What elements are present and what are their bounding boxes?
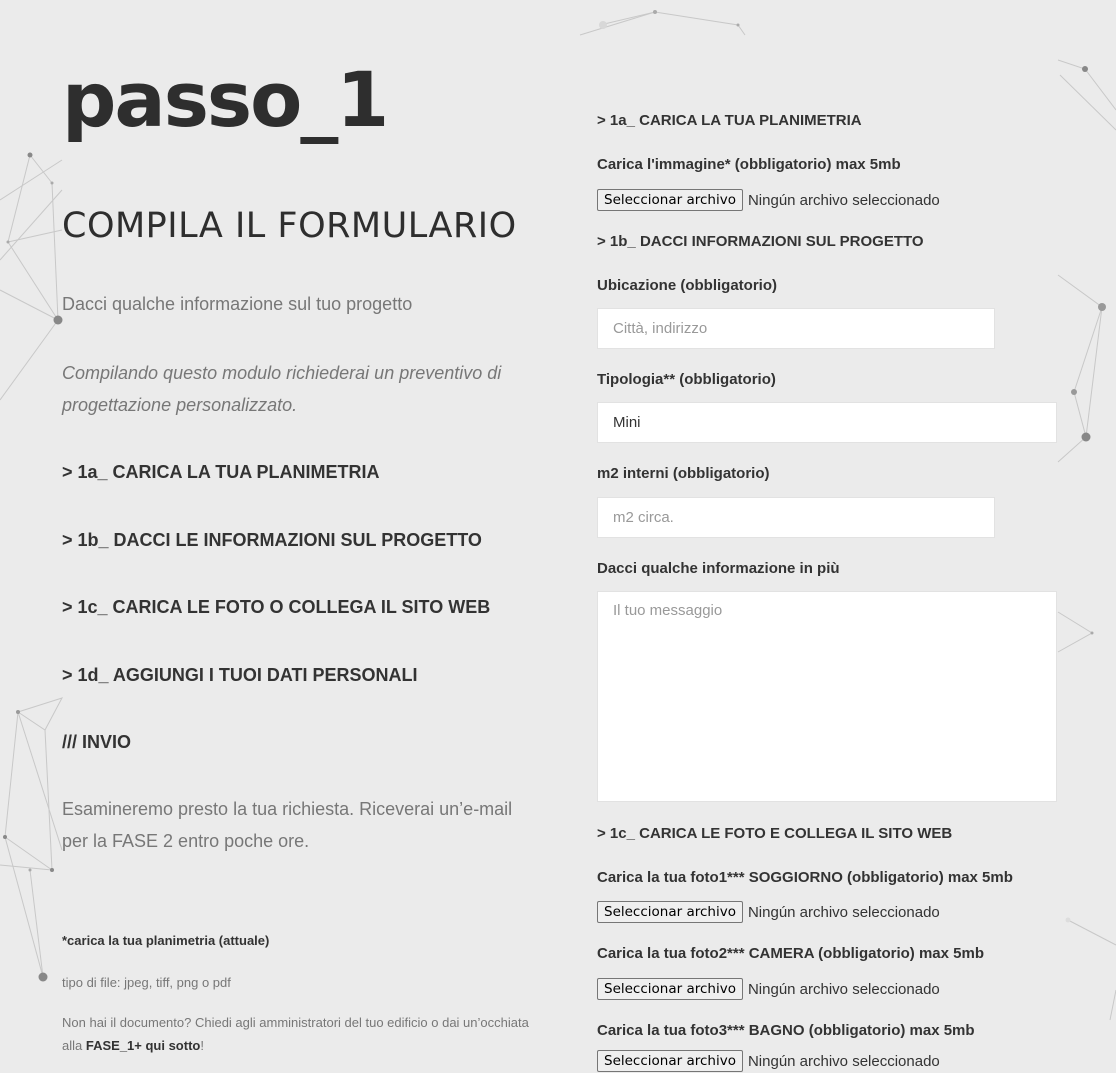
photo3-status: Ningún archivo seleccionado bbox=[747, 1052, 940, 1070]
section-1b-heading: > 1b_ DACCI INFORMAZIONI SUL PROGETTO bbox=[597, 233, 924, 250]
type-input[interactable] bbox=[597, 402, 1057, 443]
photo1-button[interactable]: Seleccionar archivo bbox=[597, 901, 743, 923]
page-title: passo_1 bbox=[62, 55, 388, 144]
step-1c: > 1c_ CARICA LE FOTO O COLLEGA IL SITO WEB bbox=[62, 597, 491, 617]
note-help bbox=[62, 1011, 532, 1057]
note-help-prefix: Non hai il documento? Chiedi agli amministratori del tuo edificio o dai un’occhiata alla bbox=[62, 1015, 529, 1053]
photo3-file bbox=[597, 1050, 940, 1072]
photo1-status: Ningún archivo seleccionado bbox=[747, 903, 940, 921]
note-help-link[interactable]: FASE_1+ qui sotto bbox=[85, 1038, 201, 1053]
m2-input[interactable] bbox=[597, 497, 995, 538]
section-1c-heading: > 1c_ CARICA LE FOTO E COLLEGA IL SITO WEB bbox=[597, 825, 953, 842]
upload-plan-file bbox=[597, 189, 940, 211]
location-input[interactable] bbox=[597, 308, 995, 349]
intro-text: Dacci qualche informazione sul tuo progetto bbox=[62, 294, 413, 314]
photo2-status: Ningún archivo seleccionado bbox=[747, 980, 940, 998]
note-filetypes: tipo di file: jpeg, tiff, png o pdf bbox=[62, 975, 231, 990]
photo1-label: Carica la tua foto1*** SOGGIORNO (obbligatorio) max 5mb bbox=[597, 869, 1013, 886]
upload-plan-status: Ningún archivo seleccionado bbox=[747, 191, 940, 209]
upload-plan-button[interactable]: Seleccionar archivo bbox=[597, 189, 743, 211]
location-label: Ubicazione (obbligatorio) bbox=[597, 277, 777, 294]
photo2-button[interactable]: Seleccionar archivo bbox=[597, 978, 743, 1000]
info-textarea[interactable] bbox=[597, 591, 1057, 802]
photo2-label: Carica la tua foto2*** CAMERA (obbligatorio) max 5mb bbox=[597, 945, 984, 962]
section-1a-heading: > 1a_ CARICA LA TUA PLANIMETRIA bbox=[597, 112, 862, 129]
photo2-file bbox=[597, 978, 940, 1000]
outro-text: Esamineremo presto la tua richiesta. Riceverai un’e-mail per la FASE 2 entro poche ore. bbox=[62, 799, 513, 851]
info-label: Dacci qualche informazione in più bbox=[597, 560, 840, 577]
photo3-label: Carica la tua foto3*** BAGNO (obbligatorio) max 5mb bbox=[597, 1022, 975, 1039]
note-help-suffix: ! bbox=[200, 1038, 204, 1053]
step-1b: > 1b_ DACCI LE INFORMAZIONI SUL PROGETTO bbox=[62, 530, 482, 550]
m2-label: m2 interni (obbligatorio) bbox=[597, 465, 770, 482]
photo1-file bbox=[597, 901, 940, 923]
step-1a: > 1a_ CARICA LA TUA PLANIMETRIA bbox=[62, 462, 380, 482]
step-invio: /// INVIO bbox=[62, 732, 132, 752]
upload-plan-label: Carica l'immagine* (obbligatorio) max 5mb bbox=[597, 156, 901, 173]
page-subtitle: COMPILA IL FORMULARIO bbox=[62, 206, 517, 246]
step-1d: > 1d_ AGGIUNGI I TUOI DATI PERSONALI bbox=[62, 665, 418, 685]
type-label: Tipologia** (obbligatorio) bbox=[597, 371, 776, 388]
photo3-button[interactable]: Seleccionar archivo bbox=[597, 1050, 743, 1072]
note-plan: *carica la tua planimetria (attuale) bbox=[62, 933, 270, 948]
intro-italic-text: Compilando questo modulo richiederai un preventivo di progettazione personalizzato. bbox=[62, 363, 502, 415]
